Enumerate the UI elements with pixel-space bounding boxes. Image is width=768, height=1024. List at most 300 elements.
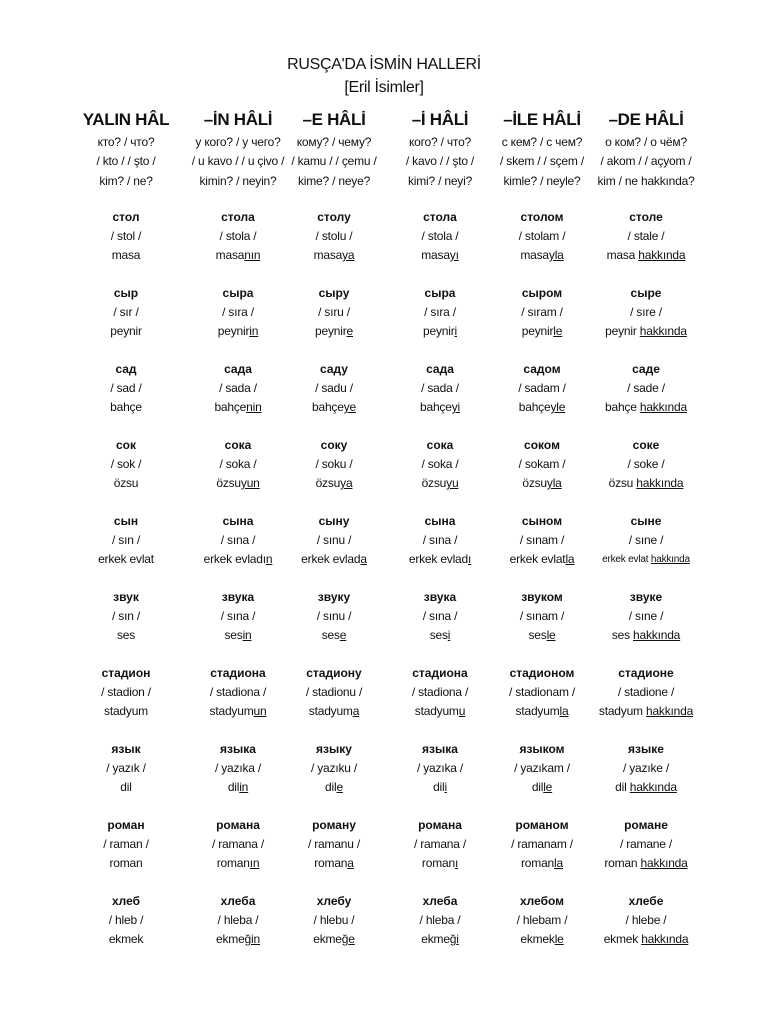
meaning-stem: masa [421, 248, 450, 262]
meaning-stem: dil [325, 780, 337, 794]
table-cell [585, 360, 707, 417]
russian-word: язык [111, 742, 141, 756]
table-cell [65, 436, 187, 493]
meaning-stem: roman [521, 856, 555, 870]
meaning-stem: masa [215, 248, 245, 262]
table-cell [585, 816, 707, 873]
transliteration: / sıra / [424, 305, 456, 319]
turkish-meaning [585, 246, 707, 265]
russian-word: стадиона [412, 666, 468, 680]
transliteration: / stol / [110, 229, 142, 243]
table-cell [65, 208, 187, 265]
transliteration: / sıram / [521, 305, 563, 319]
transliteration: / sınu / [316, 533, 352, 547]
case-question: с кем? / с чем? [501, 135, 583, 149]
russian-word: сына [222, 514, 254, 528]
table-cell [585, 436, 707, 493]
case-question: / akom / / açyom / [600, 154, 692, 168]
russian-word: сыра [424, 286, 456, 300]
turkish-meaning [585, 398, 707, 417]
turkish-meaning [65, 702, 187, 721]
meaning-stem: peynir [423, 324, 455, 338]
russian-word: звука [221, 590, 255, 604]
transliteration: / stadion / [101, 685, 151, 699]
meaning-stem: bahçe [605, 400, 640, 414]
meaning-suffix: yun [240, 476, 260, 490]
russian-word: сыр [113, 286, 139, 300]
table-cell [65, 892, 187, 949]
meaning-stem: özsu [522, 476, 547, 490]
meaning-suffix: yle [550, 400, 566, 414]
turkish-meaning [65, 626, 187, 645]
meaning-stem: ses [224, 628, 243, 642]
russian-word: стадион [101, 666, 151, 680]
meaning-suffix: hakkında [638, 248, 686, 262]
case-question: kimle? / neyle? [503, 174, 581, 188]
table-cell [65, 284, 187, 341]
turkish-meaning [65, 550, 187, 569]
russian-word: хлеба [220, 894, 256, 908]
meaning-suffix: a [347, 856, 354, 870]
transliteration: / ramanam / [511, 837, 573, 851]
case-question: кому? / чему? [296, 135, 372, 149]
meaning-suffix: e [348, 932, 355, 946]
transliteration: / sada / [219, 381, 257, 395]
meaning-stem: dil [615, 780, 630, 794]
meaning-stem: peynir [110, 324, 142, 338]
meaning-suffix: u [458, 704, 466, 718]
transliteration: / sıru / [318, 305, 350, 319]
table-cell [273, 664, 395, 721]
transliteration: / sad / [110, 381, 142, 395]
meaning-stem: erkek evlat [509, 552, 566, 566]
meaning-suffix: le [553, 324, 563, 338]
transliteration: / sınam / [519, 533, 565, 547]
transliteration: / stola / [421, 229, 459, 243]
meaning-suffix: yi [451, 400, 460, 414]
russian-word: языком [519, 742, 565, 756]
turkish-meaning [65, 322, 187, 341]
transliteration: / stadionam / [508, 685, 576, 699]
meaning-suffix: nin [246, 400, 262, 414]
case-question: kimin? / neyin? [199, 174, 277, 188]
russian-word: сына [424, 514, 456, 528]
meaning-suffix: a [352, 704, 360, 718]
transliteration: / sıne / [628, 609, 664, 623]
meaning-suffix: nın [244, 248, 261, 262]
russian-word: роману [312, 818, 356, 832]
turkish-meaning [585, 322, 707, 341]
meaning-stem: roman [604, 856, 641, 870]
meaning-stem: ses [429, 628, 448, 642]
meaning-stem: peynir [605, 324, 640, 338]
table-cell [273, 208, 395, 265]
turkish-meaning [585, 930, 707, 949]
meaning-suffix: in [251, 932, 260, 946]
case-question: у кого? / у чего? [195, 135, 281, 149]
meaning-stem: özsu [608, 476, 637, 490]
turkish-meaning [585, 778, 707, 797]
meaning-suffix: hakkında [636, 476, 684, 490]
case-question: / kto / / şto / [96, 154, 156, 168]
transliteration: / sıre / [630, 305, 662, 319]
transliteration: / soka / [421, 457, 459, 471]
meaning-suffix: la [565, 552, 575, 566]
transliteration: / soku / [315, 457, 353, 471]
meaning-stem: peynir [521, 324, 554, 338]
meaning-stem: bahçe [518, 400, 551, 414]
meaning-stem: roman [421, 856, 455, 870]
turkish-meaning [585, 474, 707, 493]
russian-word: стадиона [210, 666, 266, 680]
transliteration: / hlebam / [516, 913, 568, 927]
russian-word: хлебом [519, 894, 565, 908]
russian-word: соком [524, 438, 560, 452]
meaning-stem: roman [109, 856, 143, 870]
russian-word: романом [515, 818, 569, 832]
russian-word: романа [216, 818, 260, 832]
turkish-meaning [273, 246, 395, 265]
transliteration: / sına / [220, 609, 256, 623]
meaning-suffix: hakkında [633, 628, 681, 642]
transliteration: / stolu / [315, 229, 353, 243]
transliteration: / yazıka / [416, 761, 464, 775]
turkish-meaning [585, 702, 707, 721]
table-cell [65, 588, 187, 645]
transliteration: / yazıkam / [514, 761, 570, 775]
table-cell [65, 664, 187, 721]
meaning-suffix: hakkında [639, 324, 687, 338]
transliteration: / hleba / [419, 913, 461, 927]
transliteration: / stadiona / [209, 685, 267, 699]
table-cell [585, 284, 707, 341]
case-question: кого? / что? [408, 135, 472, 149]
turkish-meaning [65, 474, 187, 493]
meaning-suffix: un [253, 704, 267, 718]
meaning-suffix: in [249, 324, 259, 338]
meaning-stem: peynir [217, 324, 250, 338]
meaning-stem: stadyum [515, 704, 560, 718]
case-question: кто? / что? [97, 135, 155, 149]
meaning-suffix: ya [340, 476, 353, 490]
transliteration: / raman / [103, 837, 149, 851]
meaning-stem: erkek evlat [602, 554, 651, 565]
russian-word: языку [316, 742, 352, 756]
russian-word: языка [422, 742, 458, 756]
russian-word: хлебу [316, 894, 352, 908]
russian-word: сыра [222, 286, 254, 300]
turkish-meaning [585, 626, 707, 645]
table-cell [65, 740, 187, 797]
meaning-stem: ekmeğ [216, 932, 252, 946]
transliteration: / sın / [112, 533, 140, 547]
russian-word: сыну [318, 514, 350, 528]
russian-word: сока [426, 438, 454, 452]
meaning-suffix: n [265, 552, 273, 566]
russian-word: сада [224, 362, 252, 376]
meaning-stem: dil [227, 780, 240, 794]
russian-word: сок [115, 438, 136, 452]
russian-word: сыру [318, 286, 350, 300]
turkish-meaning [273, 778, 395, 797]
meaning-stem: özsu [113, 476, 139, 490]
document-subtitle: [Eril İsimler] [344, 79, 424, 96]
meaning-stem: stadyum [308, 704, 353, 718]
transliteration: / stolam / [518, 229, 566, 243]
table-cell [273, 284, 395, 341]
turkish-meaning [65, 930, 187, 949]
meaning-stem: roman [314, 856, 348, 870]
meaning-stem: ekmeğ [313, 932, 349, 946]
turkish-meaning [585, 854, 707, 873]
meaning-suffix: in [242, 628, 252, 642]
meaning-suffix: a [360, 552, 367, 566]
transliteration: / sına / [422, 609, 458, 623]
meaning-stem: dil [120, 780, 132, 794]
meaning-stem: dil [433, 780, 445, 794]
meaning-suffix: la [554, 856, 563, 870]
transliteration: / sın / [112, 609, 140, 623]
table-cell [65, 512, 187, 569]
case-question: kim / ne hakkında? [597, 174, 695, 188]
meaning-suffix: i [444, 780, 447, 794]
meaning-suffix: yu [446, 476, 459, 490]
meaning-stem: bahçe [110, 400, 142, 414]
transliteration: / stola / [219, 229, 257, 243]
russian-word: романа [418, 818, 462, 832]
russian-word: садом [523, 362, 561, 376]
russian-word: сыне [630, 514, 662, 528]
russian-word: роман [107, 818, 145, 832]
table-cell [585, 512, 707, 569]
meaning-stem: erkek evlad [301, 552, 361, 566]
meaning-stem: özsu [421, 476, 447, 490]
transliteration: / hleb / [108, 913, 144, 927]
turkish-meaning [65, 246, 187, 265]
russian-word: стадиону [306, 666, 362, 680]
meaning-stem: ses [611, 628, 634, 642]
transliteration: / yazıku / [310, 761, 358, 775]
russian-word: сока [224, 438, 252, 452]
meaning-suffix: hakkında [641, 932, 689, 946]
meaning-stem: masa [313, 248, 343, 262]
meaning-stem: erkek evlad [408, 552, 469, 566]
meaning-suffix: le [546, 628, 556, 642]
table-cell [65, 816, 187, 873]
meaning-suffix: ye [343, 400, 356, 414]
turkish-meaning [65, 398, 187, 417]
transliteration: / ramana / [211, 837, 265, 851]
turkish-meaning [273, 474, 395, 493]
russian-word: звуком [521, 590, 563, 604]
meaning-suffix: ı [454, 856, 459, 870]
transliteration: / soke / [627, 457, 665, 471]
russian-word: сыром [521, 286, 563, 300]
meaning-stem: ekmek [603, 932, 642, 946]
russian-word: хлеба [422, 894, 458, 908]
russian-word: стадионом [509, 666, 575, 680]
russian-word: стадионе [618, 666, 674, 680]
column-header: –İ HÂLİ [411, 110, 469, 129]
meaning-suffix: i [454, 324, 457, 338]
russian-word: языка [220, 742, 256, 756]
russian-word: хлебе [628, 894, 664, 908]
russian-word: саде [632, 362, 660, 376]
turkish-meaning [273, 626, 395, 645]
russian-word: стола [221, 210, 255, 224]
meaning-stem: dil [531, 780, 544, 794]
transliteration: / sadam / [518, 381, 566, 395]
meaning-stem: ses [116, 628, 136, 642]
russian-word: стол [112, 210, 140, 224]
table-cell [585, 740, 707, 797]
transliteration: / stadione / [617, 685, 675, 699]
meaning-suffix: la [559, 704, 569, 718]
russian-word: сад [115, 362, 137, 376]
meaning-stem: masa [606, 248, 639, 262]
meaning-suffix: i [456, 932, 459, 946]
russian-word: сада [426, 362, 454, 376]
russian-word: звук [113, 590, 139, 604]
table-cell [273, 512, 395, 569]
meaning-suffix: le [554, 932, 564, 946]
document-title: RUSÇA'DA İSMİN HALLERİ [287, 56, 481, 73]
meaning-suffix: yı [449, 248, 459, 262]
russian-word: сын [113, 514, 139, 528]
case-question: / skem / / sçem / [500, 154, 584, 168]
russian-word: звука [423, 590, 457, 604]
case-question: kimi? / neyi? [407, 174, 473, 188]
meaning-stem: bahçe [420, 400, 452, 414]
transliteration: / hlebu / [313, 913, 355, 927]
russian-word: соку [320, 438, 348, 452]
transliteration: / sına / [220, 533, 256, 547]
transliteration: / sada / [421, 381, 459, 395]
transliteration: / sadu / [315, 381, 353, 395]
turkish-meaning [273, 702, 395, 721]
meaning-suffix: hakkında [650, 554, 690, 565]
turkish-meaning [273, 550, 395, 569]
table-cell [273, 740, 395, 797]
meaning-suffix: e [346, 324, 353, 338]
transliteration: / sade / [627, 381, 665, 395]
turkish-meaning [65, 778, 187, 797]
transliteration: / sıne / [628, 533, 664, 547]
transliteration: / sınam / [519, 609, 565, 623]
meaning-stem: peynir [315, 324, 347, 338]
turkish-meaning [273, 322, 395, 341]
meaning-stem: bahçe [312, 400, 344, 414]
russian-word: сыре [630, 286, 662, 300]
transliteration: / soka / [219, 457, 257, 471]
table-cell [273, 588, 395, 645]
meaning-stem: ses [528, 628, 547, 642]
meaning-suffix: i [447, 628, 451, 642]
transliteration: / yazıka / [214, 761, 262, 775]
transliteration: / hlebe / [625, 913, 667, 927]
meaning-suffix: yla [548, 248, 564, 262]
table-cell [273, 816, 395, 873]
meaning-suffix: ı [468, 552, 472, 566]
case-question: / kavo / / şto / [405, 154, 475, 168]
transliteration: / sokam / [518, 457, 566, 471]
turkish-meaning [585, 550, 707, 569]
meaning-stem: stadyum [209, 704, 254, 718]
meaning-suffix: ya [342, 248, 355, 262]
meaning-stem: roman [216, 856, 250, 870]
column-header: –DE HÂLİ [608, 110, 684, 129]
table-cell [65, 360, 187, 417]
transliteration: / sıra / [222, 305, 254, 319]
turkish-meaning [65, 854, 187, 873]
meaning-stem: ekmek [520, 932, 555, 946]
table-cell [273, 436, 395, 493]
russian-word: соке [632, 438, 660, 452]
transliteration: / yazıke / [622, 761, 670, 775]
case-question: / u kavo / / u çivo / [191, 154, 285, 168]
transliteration: / stale / [627, 229, 665, 243]
meaning-suffix: yla [546, 476, 562, 490]
meaning-stem: masa [520, 248, 549, 262]
turkish-meaning [273, 930, 395, 949]
case-question: kime? / neye? [297, 174, 371, 188]
russian-word: хлеб [111, 894, 141, 908]
case-question: kim? / ne? [99, 174, 153, 188]
transliteration: / stadiona / [411, 685, 469, 699]
transliteration: / ramanu / [307, 837, 361, 851]
russian-word: сыном [521, 514, 563, 528]
case-question: о ком? / о чём? [605, 135, 687, 149]
meaning-suffix: hakkında [629, 780, 677, 794]
meaning-stem: masa [111, 248, 141, 262]
meaning-suffix: in [239, 780, 249, 794]
column-header: –İN HÂLİ [203, 110, 273, 129]
turkish-meaning [273, 854, 395, 873]
case-question: / kamu / / çemu / [291, 154, 377, 168]
column-header: YALIN HÂL [82, 110, 170, 129]
meaning-stem: erkek evladı [203, 552, 266, 566]
meaning-stem: özsu [315, 476, 341, 490]
russian-word: звуке [629, 590, 663, 604]
turkish-meaning [273, 398, 395, 417]
meaning-suffix: hakkında [640, 856, 688, 870]
column-header: –İLE HÂLİ [503, 110, 581, 129]
meaning-suffix: hakkında [645, 704, 694, 718]
meaning-stem: özsu [216, 476, 241, 490]
russian-word: языке [628, 742, 664, 756]
table-cell [273, 360, 395, 417]
transliteration: / sınu / [316, 609, 352, 623]
meaning-stem: stadyum [104, 704, 148, 718]
meaning-stem: stadyum [414, 704, 459, 718]
table-cell [585, 588, 707, 645]
russian-word: саду [320, 362, 348, 376]
russian-word: звуку [317, 590, 351, 604]
transliteration: / hleba / [217, 913, 259, 927]
transliteration: / ramane / [619, 837, 673, 851]
transliteration: / sır / [113, 305, 139, 319]
table-cell [585, 208, 707, 265]
transliteration: / sına / [422, 533, 458, 547]
table-cell [273, 892, 395, 949]
russian-word: столе [629, 210, 663, 224]
russian-word: столу [317, 210, 351, 224]
meaning-stem: ekmek [108, 932, 144, 946]
russian-word: стола [423, 210, 457, 224]
meaning-suffix: e [339, 628, 347, 642]
meaning-suffix: hakkında [639, 400, 687, 414]
table-cell [585, 664, 707, 721]
